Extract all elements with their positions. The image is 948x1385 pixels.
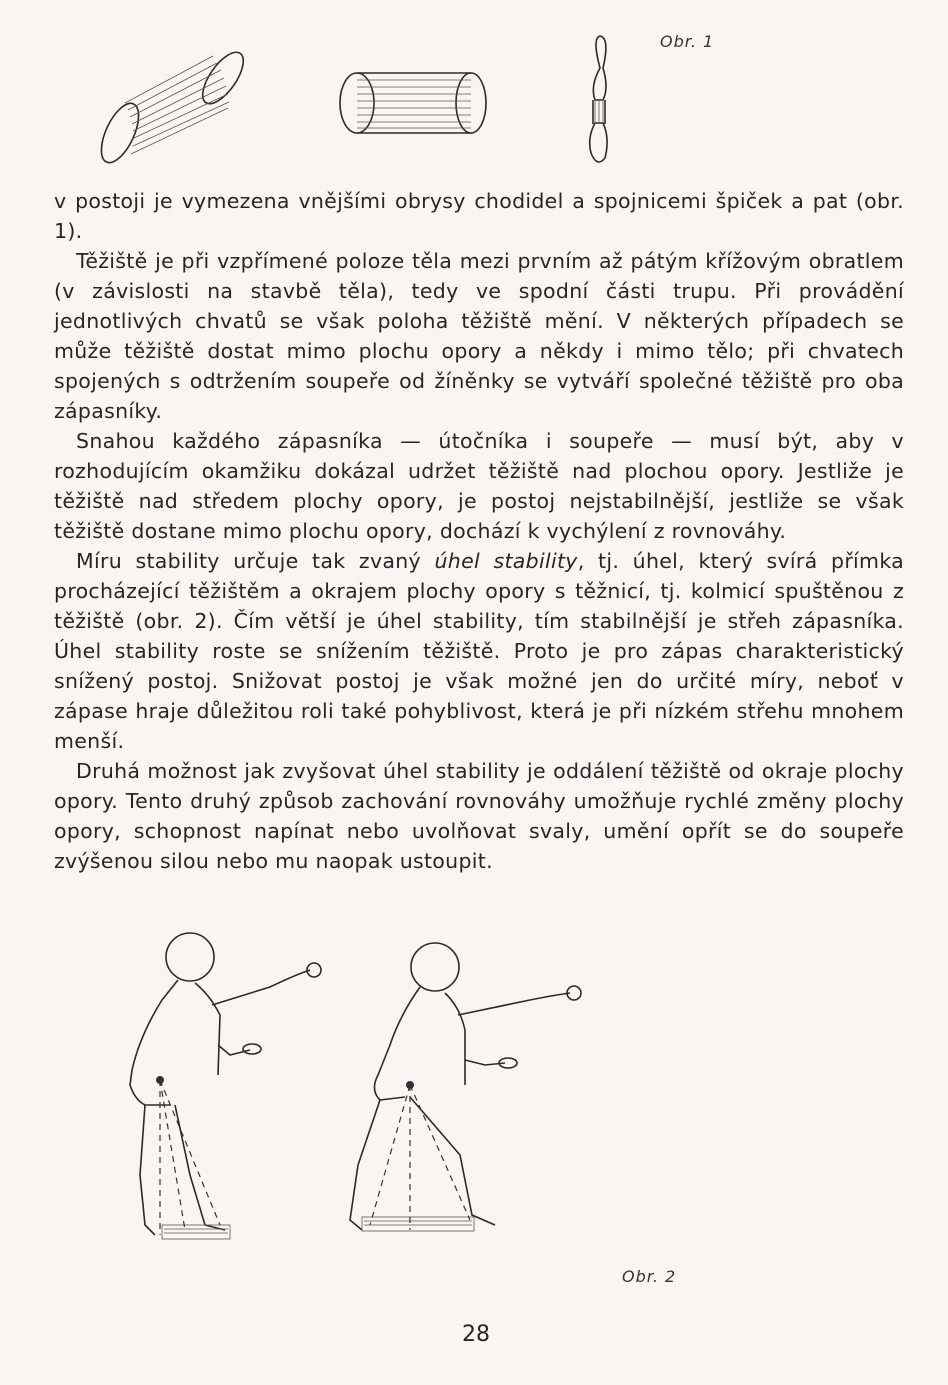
paragraph-4 (54, 546, 904, 756)
body-text (54, 186, 904, 876)
feet-wide-icon (95, 46, 251, 168)
page-number: 28 (462, 1322, 490, 1347)
wrestler-low-stance-icon (350, 943, 581, 1231)
paragraph-4-rest: , tj. úhel, který svírá přímka procházející těžištěm a okrajem plochy opory s těžnicí, tj. kolmicí spuštěnou z těžiště (obr. 2). Čím větší je úhel stability, tím stabilnější je střeh zápasníka. Úhel stability roste se snížením těžiště. Proto je pro zápas charakteristický snížený postoj. Snižovat postoj je však možné jen do určité míry, neboť v zápase hraje důležitou roli také pohyblivost, která je při nízkém střehu mnohem menší. (54, 549, 904, 753)
wrestler-upright-stance-icon (130, 933, 321, 1239)
figure-1-foot-positions (95, 28, 655, 178)
paragraph-2: Těžiště je při vzpřímené poloze těla mezi prvním až pátým křížovým obratlem (v závislosti na stavbě těla), tedy ve spodní části trupu. Při provádění jednotlivých chvatů se však poloha těžiště mění. V některých případech se může těžiště dostat mimo plochu opory a někdy i mimo tělo; při chvatech spojených s odtržením soupeře od žíněnky se vytváří společné těžiště pro oba zápasníky. (54, 249, 904, 423)
paragraph-3: Snahou každého zápasníka — útočníka i soupeře — musí být, aby v rozhodujícím okamžiku dokázal udržet těžiště nad plochou opory. Jestliže je těžiště nad středem plochy opory, je postoj nejstabilnější, jestliže se však těžiště dostane mimo plochu opory, dochází k vychýlení z rovnováhy. (54, 429, 904, 543)
figure-1-caption: Obr. 1 (660, 32, 715, 51)
paragraph-1: v postoji je vymezena vnějšími obrysy chodidel a spojnicemi špiček a pat (obr. 1). (54, 189, 904, 243)
figure-2-wrestler-stances (100, 925, 620, 1245)
feet-tandem-icon (590, 36, 607, 162)
term-stability-angle: úhel stability (434, 549, 578, 573)
figure-2-caption: Obr. 2 (622, 1267, 677, 1286)
paragraph-5: Druhá možnost jak zvyšovat úhel stability je oddálení těžiště od okraje plochy opory. Tento druhý způsob zachování rovnováhy umožňuje rychlé změny plochy opory, schopnost napínat nebo uvolňovat svaly, umění opřít se do soupeře zvýšenou silou nebo mu naopak ustoupit. (54, 759, 904, 873)
paragraph-4-lead: Míru stability určuje tak zvaný (76, 549, 435, 573)
feet-parallel-icon (340, 73, 486, 133)
